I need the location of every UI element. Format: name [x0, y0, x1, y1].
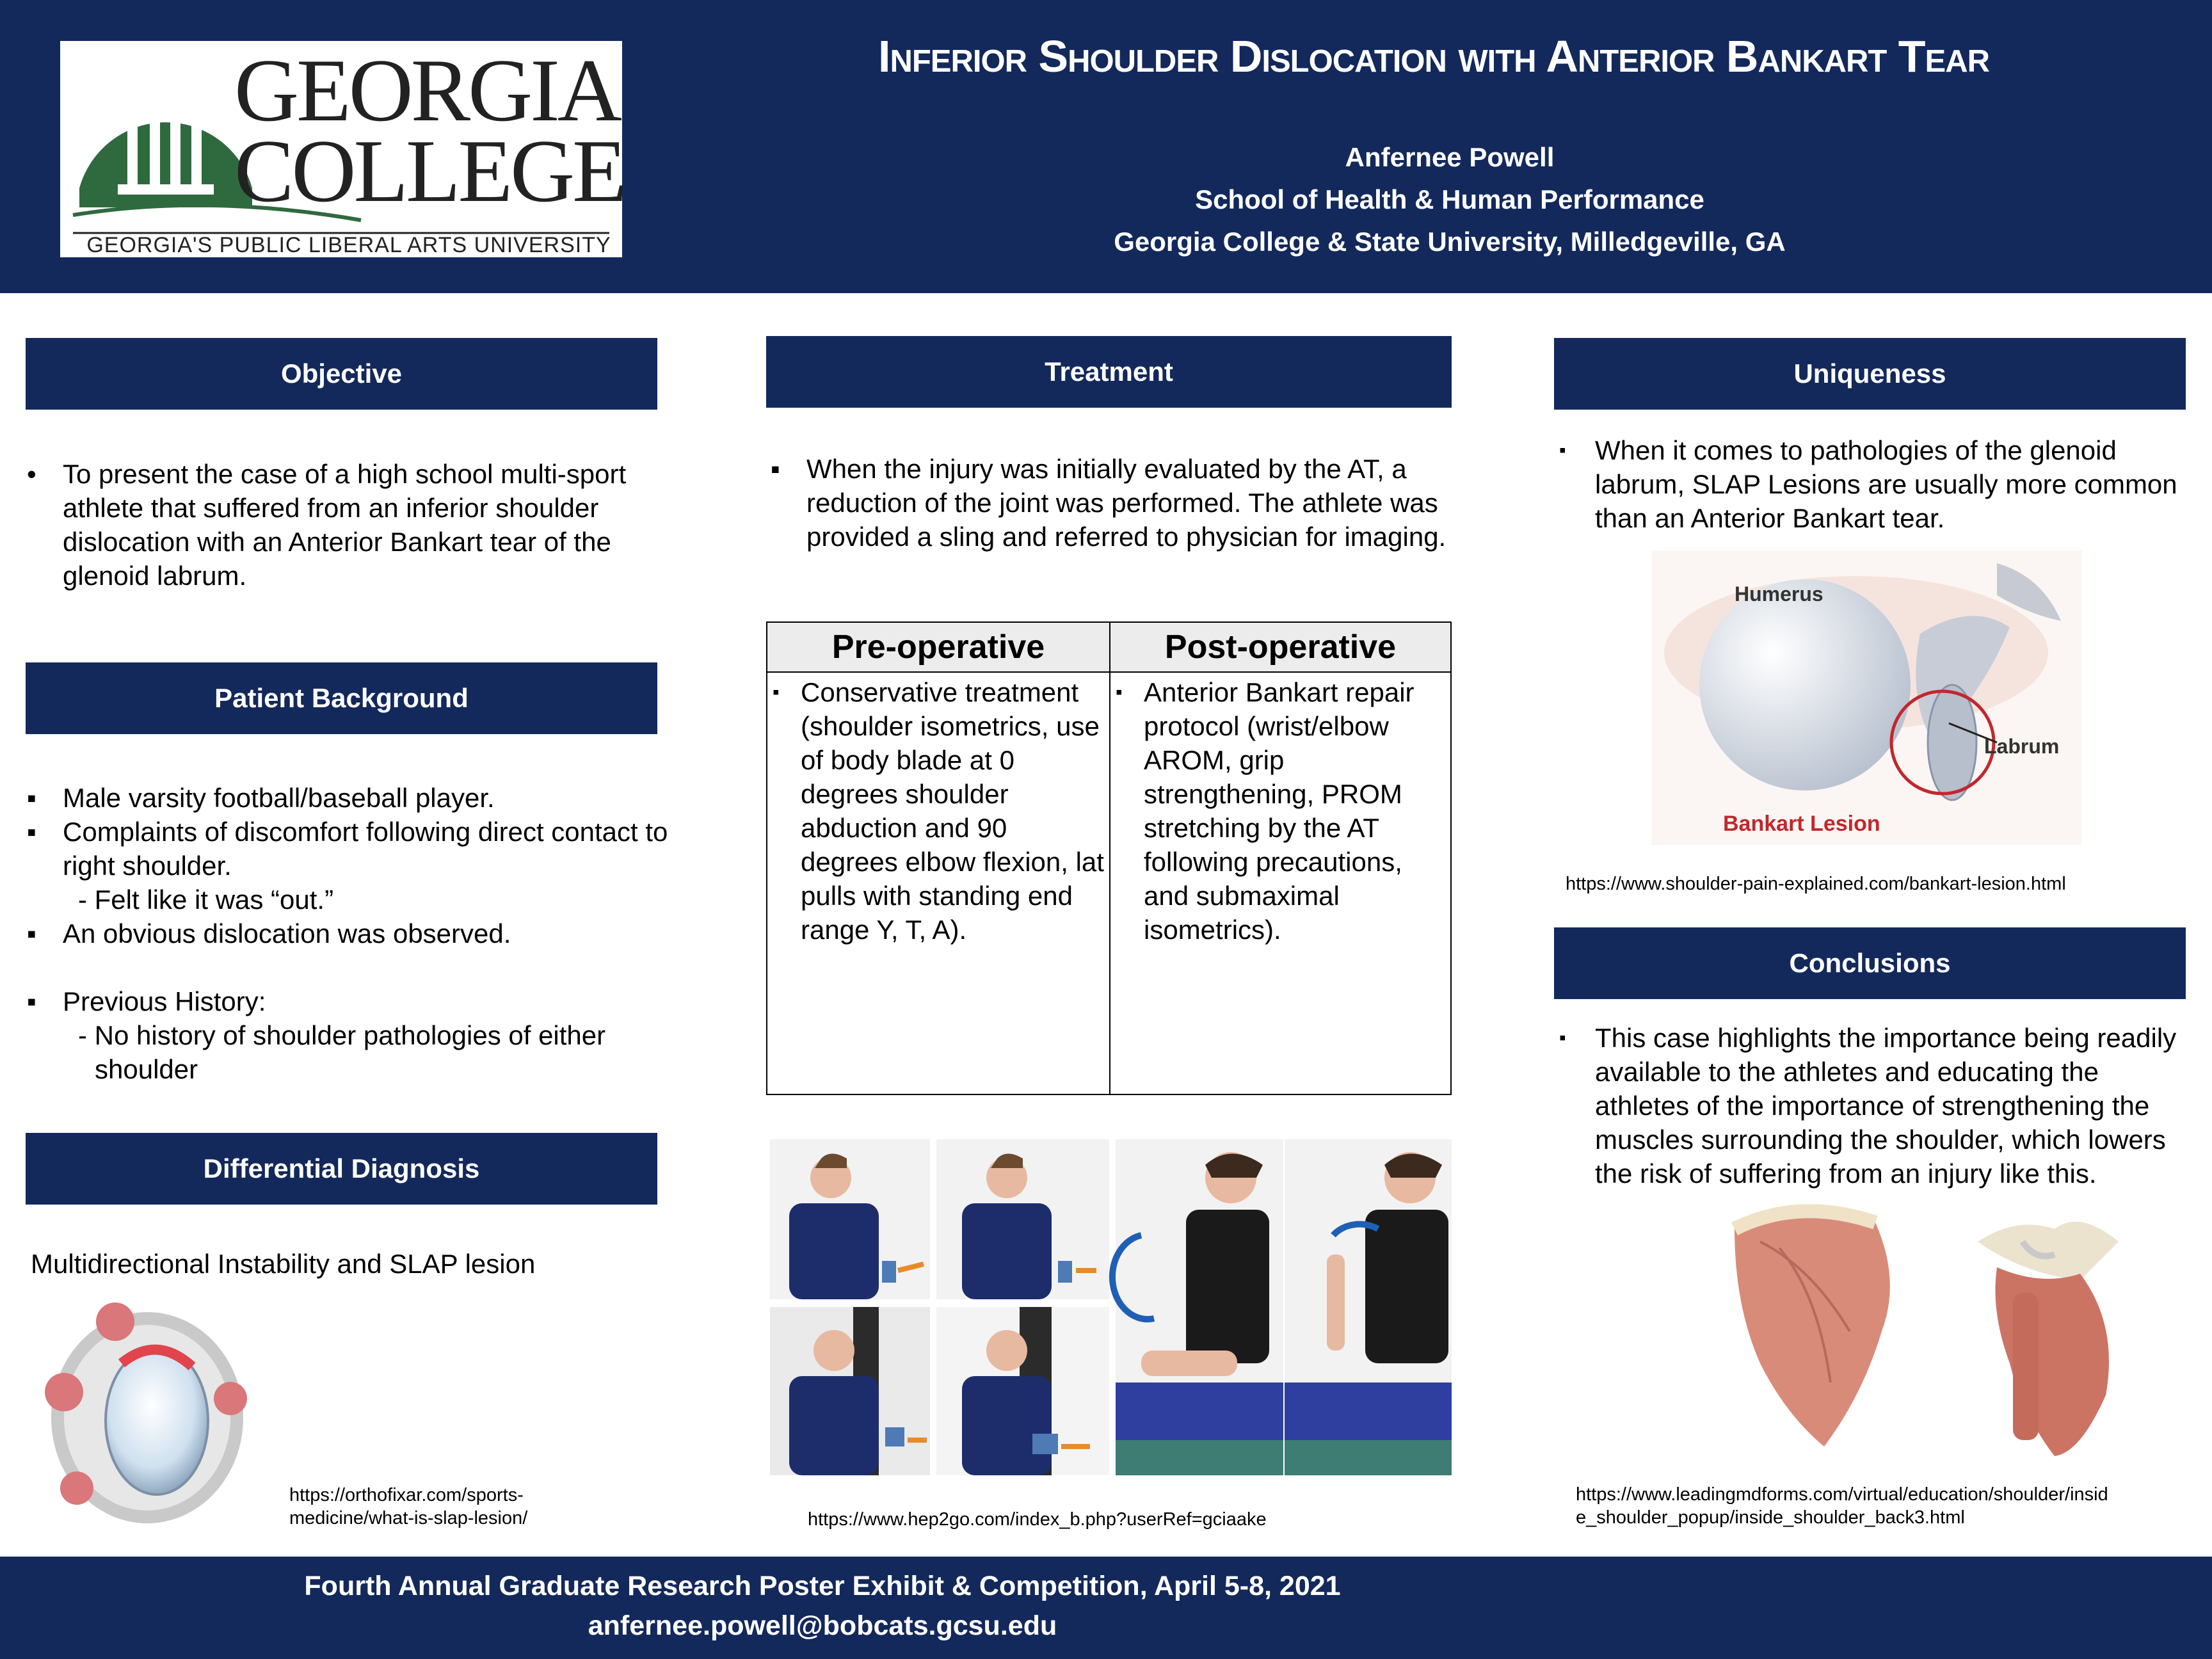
conclusions-heading: Conclusions: [1554, 927, 2186, 999]
background-item-1: Male varsity football/baseball player.: [63, 783, 495, 813]
table-cell-preop: [767, 675, 1109, 947]
treatment-table: [766, 621, 1452, 1095]
event-line: Fourth Annual Graduate Research Poster Exhibit & Competition, April 5-8, 2021: [304, 1571, 1341, 1601]
objective-text: [27, 457, 661, 593]
differential-text: Multidirectional Instability and SLAP lesion: [31, 1249, 536, 1279]
table-cell-postop: [1110, 675, 1450, 947]
uniqueness-source-url[interactable]: https://www.shoulder-pain-explained.com/bankart-lesion.html: [1566, 874, 2066, 894]
logo-name-line2: COLLEGE: [234, 122, 625, 221]
treatment-source-url[interactable]: https://www.hep2go.com/index_b.php?userRef=gciaake: [808, 1509, 1267, 1530]
isometric-photo-2-icon: [936, 1139, 1109, 1299]
prom-stretch-photo-1-icon: [1112, 1139, 1283, 1475]
background-item-2: Complaints of discomfort following direct contact to right shoulder.: [63, 817, 668, 881]
objective-heading: Objective: [26, 338, 657, 410]
uniqueness-heading: Uniqueness: [1554, 338, 2186, 410]
institution-name: Georgia College & State University, Milledgeville, GA: [1114, 227, 1786, 257]
uniqueness-body: When it comes to pathologies of the glenoid labrum, SLAP Lesions are usually more common than an Anterior Bankart tear.: [1595, 435, 2177, 533]
table-header-preop: Pre-operative: [767, 623, 1109, 673]
poster-footer: [0, 1557, 2212, 1659]
bullet-icon: ▪: [27, 783, 36, 813]
bullet-icon: ▪: [1116, 682, 1123, 703]
bullet-icon: ▪: [27, 817, 36, 847]
treatment-text: [771, 452, 1459, 554]
poster-title: Inferior Shoulder Dislocation with Anterior Bankart Tear: [878, 31, 1989, 81]
bullet-icon: ▪: [1559, 440, 1566, 461]
history-label: Previous History:: [63, 986, 266, 1016]
list-item: [27, 984, 673, 1018]
postop-text: Anterior Bankart repair protocol (wrist/elbow AROM, grip strengthening, PROM stretching by the AT following precautions, and submaximal isometrics).: [1144, 677, 1415, 945]
labrum-label: Labrum: [1984, 735, 2060, 758]
slap-lesion-diagram-icon: [38, 1296, 256, 1527]
list-item: [27, 815, 673, 883]
shoulder-joint-icon: [1651, 550, 2081, 845]
background-item-3: An obvious dislocation was observed.: [63, 918, 511, 949]
bullet-icon: ▪: [773, 682, 780, 703]
objective-bullet: •: [27, 459, 36, 489]
list-item: [27, 781, 673, 815]
preop-text: Conservative treatment (shoulder isometrics, use of body blade at 0 degrees shoulder abduction and 90 degrees elbow flexion, lat pulls with standing end range Y, T, A).: [801, 677, 1104, 945]
logo-tagline: GEORGIA'S PUBLIC LIBERAL ARTS UNIVERSITY: [86, 233, 611, 257]
treatment-heading: Treatment: [766, 336, 1452, 408]
bullet-icon: ▪: [1559, 1027, 1566, 1048]
shoulder-muscles-icon: [1722, 1203, 2170, 1456]
author-name: Anfernee Powell: [1345, 142, 1555, 172]
differential-source-url[interactable]: [289, 1484, 597, 1530]
patient-background-heading: Patient Background: [26, 662, 657, 734]
history-detail: - No history of shoulder pathologies of either shoulder: [78, 1020, 606, 1084]
patient-background-list: [27, 781, 673, 1086]
background-sub-item: - Felt like it was “out.”: [78, 885, 334, 915]
isometric-photo-3-icon: [770, 1307, 930, 1475]
list-item: [27, 917, 673, 950]
url-line[interactable]: medicine/what-is-slap-lesion/: [289, 1508, 528, 1528]
exercise-photos-icon: [770, 1139, 1452, 1475]
isometric-photo-1-icon: [770, 1139, 930, 1299]
prom-stretch-photo-2-icon: [1285, 1139, 1452, 1475]
humerus-label: Humerus: [1735, 582, 1823, 605]
objective-body: To present the case of a high school multi-sport athlete that suffered from an inferior shoulder dislocation with an Anterior Bankart tear of the glenoid labrum.: [63, 459, 627, 591]
uniqueness-text: [1559, 433, 2186, 535]
url-line[interactable]: https://orthofixar.com/sports-: [289, 1485, 524, 1505]
differential-diagnosis-heading: Differential Diagnosis: [26, 1133, 657, 1205]
bullet-icon: ▪: [27, 918, 36, 949]
poster-header: [0, 0, 2212, 293]
url-line[interactable]: e_shoulder_popup/inside_shoulder_back3.html: [1576, 1507, 1965, 1528]
bankart-lesion-diagram: [1651, 550, 2081, 845]
isometric-photo-4-icon: [936, 1307, 1109, 1475]
bullet-icon: ▪: [771, 454, 780, 484]
treatment-body: When the injury was initially evaluated by the AT, a reduction of the joint was performed. The athlete was provided a sling and referred to physician for imaging.: [806, 454, 1447, 552]
table-header-postop: Post-operative: [1110, 623, 1450, 673]
georgia-college-logo: [60, 41, 625, 257]
school-name: School of Health & Human Performance: [1195, 184, 1704, 214]
contact-email[interactable]: anfernee.powell@bobcats.gcsu.edu: [588, 1610, 1057, 1641]
conclusions-body: This case highlights the importance being readily available to the athletes and educating the athletes of the importance of strengthening the muscles surrounding the shoulder, which lowers the risk of suffering from an injury like this.: [1595, 1023, 2177, 1189]
logo-name-line1: GEORGIA: [234, 41, 620, 140]
conclusions-text: [1559, 1021, 2190, 1190]
bullet-icon: ▪: [27, 986, 36, 1016]
bankart-lesion-label: Bankart Lesion: [1723, 812, 1880, 836]
url-line[interactable]: https://www.leadingmdforms.com/virtual/education/shoulder/insid: [1576, 1484, 2108, 1505]
conclusions-source-url[interactable]: [1576, 1483, 2190, 1529]
